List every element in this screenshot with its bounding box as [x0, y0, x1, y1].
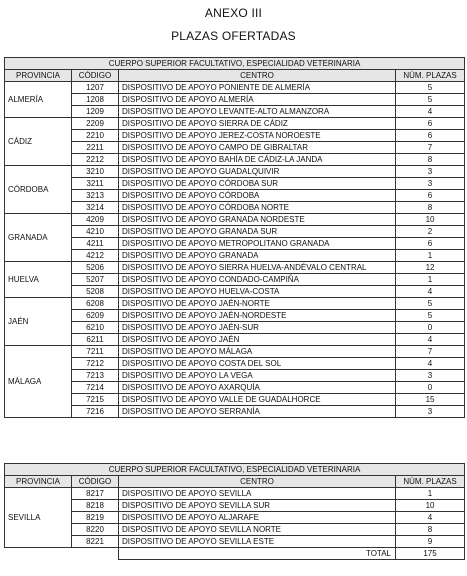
table-row [5, 250, 465, 262]
centro-cell: DISPOSITIVO DE APOYO GUADALQUIVIR [119, 166, 396, 178]
table-row [5, 334, 465, 346]
plazas-cell: 4 [396, 286, 465, 298]
centro-cell: DISPOSITIVO DE APOYO GRANADA [119, 250, 396, 262]
table-row [5, 142, 465, 154]
table-row [5, 382, 465, 394]
plazas-cell: 3 [396, 166, 465, 178]
codigo-cell: 8218 [72, 500, 119, 512]
table-row [5, 166, 465, 178]
table-row [5, 106, 465, 118]
centro-cell: DISPOSITIVO DE APOYO AXARQUÍA [119, 382, 396, 394]
plazas-cell: 2 [396, 226, 465, 238]
total-label: TOTAL [119, 548, 396, 560]
codigo-cell: 7215 [72, 394, 119, 406]
centro-cell: DISPOSITIVO DE APOYO GRANADA SUR [119, 226, 396, 238]
table-row [5, 130, 465, 142]
centro-cell: DISPOSITIVO DE APOYO CAMPO DE GIBRALTAR [119, 142, 396, 154]
centro-cell: DISPOSITIVO DE APOYO JEREZ-COSTA NOROESTE [119, 130, 396, 142]
table-row [5, 214, 465, 226]
table-row [5, 370, 465, 382]
codigo-cell: 5208 [72, 286, 119, 298]
plazas-cell: 3 [396, 370, 465, 382]
codigo-cell: 2210 [72, 130, 119, 142]
codigo-cell: 1209 [72, 106, 119, 118]
centro-cell: DISPOSITIVO DE APOYO CONDADO-CAMPIÑA [119, 274, 396, 286]
table-body [5, 488, 465, 548]
plazas-cell: 3 [396, 178, 465, 190]
column-header-plazas: NÚM. PLAZAS [396, 476, 465, 488]
provincia-cell: SEVILLA [5, 488, 72, 548]
centro-cell: DISPOSITIVO DE APOYO SEVILLA ESTE [119, 536, 396, 548]
column-header-centro: CENTRO [119, 70, 396, 82]
table-row [5, 406, 465, 418]
table-row [5, 238, 465, 250]
provincia-cell: CÓRDOBA [5, 166, 72, 214]
table-row [5, 536, 465, 548]
codigo-cell: 8217 [72, 488, 119, 500]
annex-title: ANEXO III [204, 6, 263, 20]
codigo-cell: 2209 [72, 118, 119, 130]
codigo-cell: 4210 [72, 226, 119, 238]
centro-cell: DISPOSITIVO DE APOYO COSTA DEL SOL [119, 358, 396, 370]
table-row [5, 154, 465, 166]
table-row [5, 82, 465, 94]
annex-subtitle: PLAZAS OFERTADAS [171, 29, 296, 43]
codigo-cell: 3211 [72, 178, 119, 190]
table-row [5, 94, 465, 106]
centro-cell: DISPOSITIVO DE APOYO LA VEGA [119, 370, 396, 382]
plazas-cell: 0 [396, 382, 465, 394]
plazas-cell: 5 [396, 298, 465, 310]
provincia-cell: ALMERÍA [5, 82, 72, 118]
plazas-cell: 6 [396, 238, 465, 250]
codigo-cell: 6210 [72, 322, 119, 334]
codigo-cell: 8219 [72, 512, 119, 524]
codigo-cell: 7216 [72, 406, 119, 418]
centro-cell: DISPOSITIVO DE APOYO SEVILLA SUR [119, 500, 396, 512]
centro-cell: DISPOSITIVO DE APOYO PONIENTE DE ALMERÍA [119, 82, 396, 94]
codigo-cell: 1208 [72, 94, 119, 106]
centro-cell: DISPOSITIVO DE APOYO JAÉN-NORDESTE [119, 310, 396, 322]
table-row [5, 262, 465, 274]
table-row [5, 310, 465, 322]
column-header-provincia: PROVINCIA [5, 70, 72, 82]
table-row [5, 274, 465, 286]
centro-cell: DISPOSITIVO DE APOYO JAÉN-SUR [119, 322, 396, 334]
total-row [5, 548, 465, 560]
plazas-cell: 3 [396, 406, 465, 418]
table-row [5, 500, 465, 512]
codigo-cell: 7212 [72, 358, 119, 370]
plazas-cell: 10 [396, 214, 465, 226]
plazas-cell: 12 [396, 262, 465, 274]
centro-cell: DISPOSITIVO DE APOYO JAÉN [119, 334, 396, 346]
table-row [5, 358, 465, 370]
centro-cell: DISPOSITIVO DE APOYO MÁLAGA [119, 346, 396, 358]
plazas-cell: 10 [396, 500, 465, 512]
plazas-cell: 5 [396, 310, 465, 322]
codigo-cell: 6209 [72, 310, 119, 322]
table-body [5, 82, 465, 418]
plazas-table-1 [4, 57, 465, 418]
centro-cell: DISPOSITIVO DE APOYO CÓRDOBA SUR [119, 178, 396, 190]
table-row [5, 286, 465, 298]
codigo-cell: 7213 [72, 370, 119, 382]
plazas-cell: 1 [396, 274, 465, 286]
codigo-cell: 6208 [72, 298, 119, 310]
provincia-cell: GRANADA [5, 214, 72, 262]
plazas-cell: 1 [396, 488, 465, 500]
plazas-cell: 6 [396, 130, 465, 142]
column-header-provincia: PROVINCIA [5, 476, 72, 488]
column-header-plazas: NÚM. PLAZAS [396, 70, 465, 82]
plazas-cell: 8 [396, 202, 465, 214]
table-row [5, 524, 465, 536]
plazas-cell: 7 [396, 142, 465, 154]
codigo-cell: 8221 [72, 536, 119, 548]
table-band-title: CUERPO SUPERIOR FACULTATIVO, ESPECIALIDAD VETERINARIA [5, 58, 465, 70]
plazas-cell: 9 [396, 536, 465, 548]
centro-cell: DISPOSITIVO DE APOYO SEVILLA [119, 488, 396, 500]
centro-cell: DISPOSITIVO DE APOYO HUELVA-COSTA [119, 286, 396, 298]
plazas-cell: 0 [396, 322, 465, 334]
table-row [5, 190, 465, 202]
plazas-cell: 7 [396, 346, 465, 358]
table-row [5, 394, 465, 406]
provincia-cell: CÁDIZ [5, 118, 72, 166]
centro-cell: DISPOSITIVO DE APOYO SIERRA HUELVA-ANDÉVALO CENTRAL [119, 262, 396, 274]
codigo-cell: 7214 [72, 382, 119, 394]
centro-cell: DISPOSITIVO DE APOYO JAÉN-NORTE [119, 298, 396, 310]
codigo-cell: 4211 [72, 238, 119, 250]
codigo-cell: 3214 [72, 202, 119, 214]
table-row [5, 322, 465, 334]
centro-cell: DISPOSITIVO DE APOYO BAHÍA DE CÁDIZ-LA JANDA [119, 154, 396, 166]
codigo-cell: 4212 [72, 250, 119, 262]
plazas-cell: 8 [396, 154, 465, 166]
column-header-centro: CENTRO [119, 476, 396, 488]
provincia-cell: MÁLAGA [5, 346, 72, 418]
codigo-cell: 8220 [72, 524, 119, 536]
centro-cell: DISPOSITIVO DE APOYO CÓRDOBA NORTE [119, 202, 396, 214]
table-band-title: CUERPO SUPERIOR FACULTATIVO, ESPECIALIDAD VETERINARIA [5, 464, 465, 476]
plazas-cell: 6 [396, 118, 465, 130]
centro-cell: DISPOSITIVO DE APOYO SIERRA DE CÁDIZ [119, 118, 396, 130]
centro-cell: DISPOSITIVO DE APOYO VALLE DE GUADALHORCE [119, 394, 396, 406]
codigo-cell: 2212 [72, 154, 119, 166]
plazas-cell: 4 [396, 512, 465, 524]
plazas-cell: 4 [396, 358, 465, 370]
centro-cell: DISPOSITIVO DE APOYO SEVILLA NORTE [119, 524, 396, 536]
table-row [5, 178, 465, 190]
table-row [5, 488, 465, 500]
plazas-table-2 [4, 463, 465, 560]
plazas-cell: 4 [396, 334, 465, 346]
codigo-cell: 4209 [72, 214, 119, 226]
codigo-cell: 7211 [72, 346, 119, 358]
table-row [5, 346, 465, 358]
codigo-cell: 3210 [72, 166, 119, 178]
plazas-cell: 1 [396, 250, 465, 262]
plazas-cell: 15 [396, 394, 465, 406]
provincia-cell: JAÉN [5, 298, 72, 346]
plazas-cell: 8 [396, 524, 465, 536]
table-row [5, 202, 465, 214]
provincia-cell: HUELVA [5, 262, 72, 298]
table-row [5, 512, 465, 524]
centro-cell: DISPOSITIVO DE APOYO METROPOLITANO GRANADA [119, 238, 396, 250]
centro-cell: DISPOSITIVO DE APOYO LEVANTE-ALTO ALMANZORA [119, 106, 396, 118]
table-row [5, 226, 465, 238]
centro-cell: DISPOSITIVO DE APOYO GRANADA NORDESTE [119, 214, 396, 226]
codigo-cell: 3213 [72, 190, 119, 202]
codigo-cell: 5207 [72, 274, 119, 286]
centro-cell: DISPOSITIVO DE APOYO CÓRDOBA [119, 190, 396, 202]
table-row [5, 298, 465, 310]
plazas-cell: 4 [396, 106, 465, 118]
codigo-cell: 5206 [72, 262, 119, 274]
table-row [5, 118, 465, 130]
codigo-cell: 2211 [72, 142, 119, 154]
codigo-cell: 6211 [72, 334, 119, 346]
centro-cell: DISPOSITIVO DE APOYO ALMERÍA [119, 94, 396, 106]
plazas-cell: 6 [396, 190, 465, 202]
plazas-cell: 5 [396, 82, 465, 94]
column-header-codigo: CÓDIGO [72, 70, 119, 82]
total-value: 175 [396, 548, 465, 560]
column-header-codigo: CÓDIGO [72, 476, 119, 488]
plazas-cell: 5 [396, 94, 465, 106]
centro-cell: DISPOSITIVO DE APOYO SERRANÍA [119, 406, 396, 418]
centro-cell: DISPOSITIVO DE APOYO ALJARAFE [119, 512, 396, 524]
codigo-cell: 1207 [72, 82, 119, 94]
